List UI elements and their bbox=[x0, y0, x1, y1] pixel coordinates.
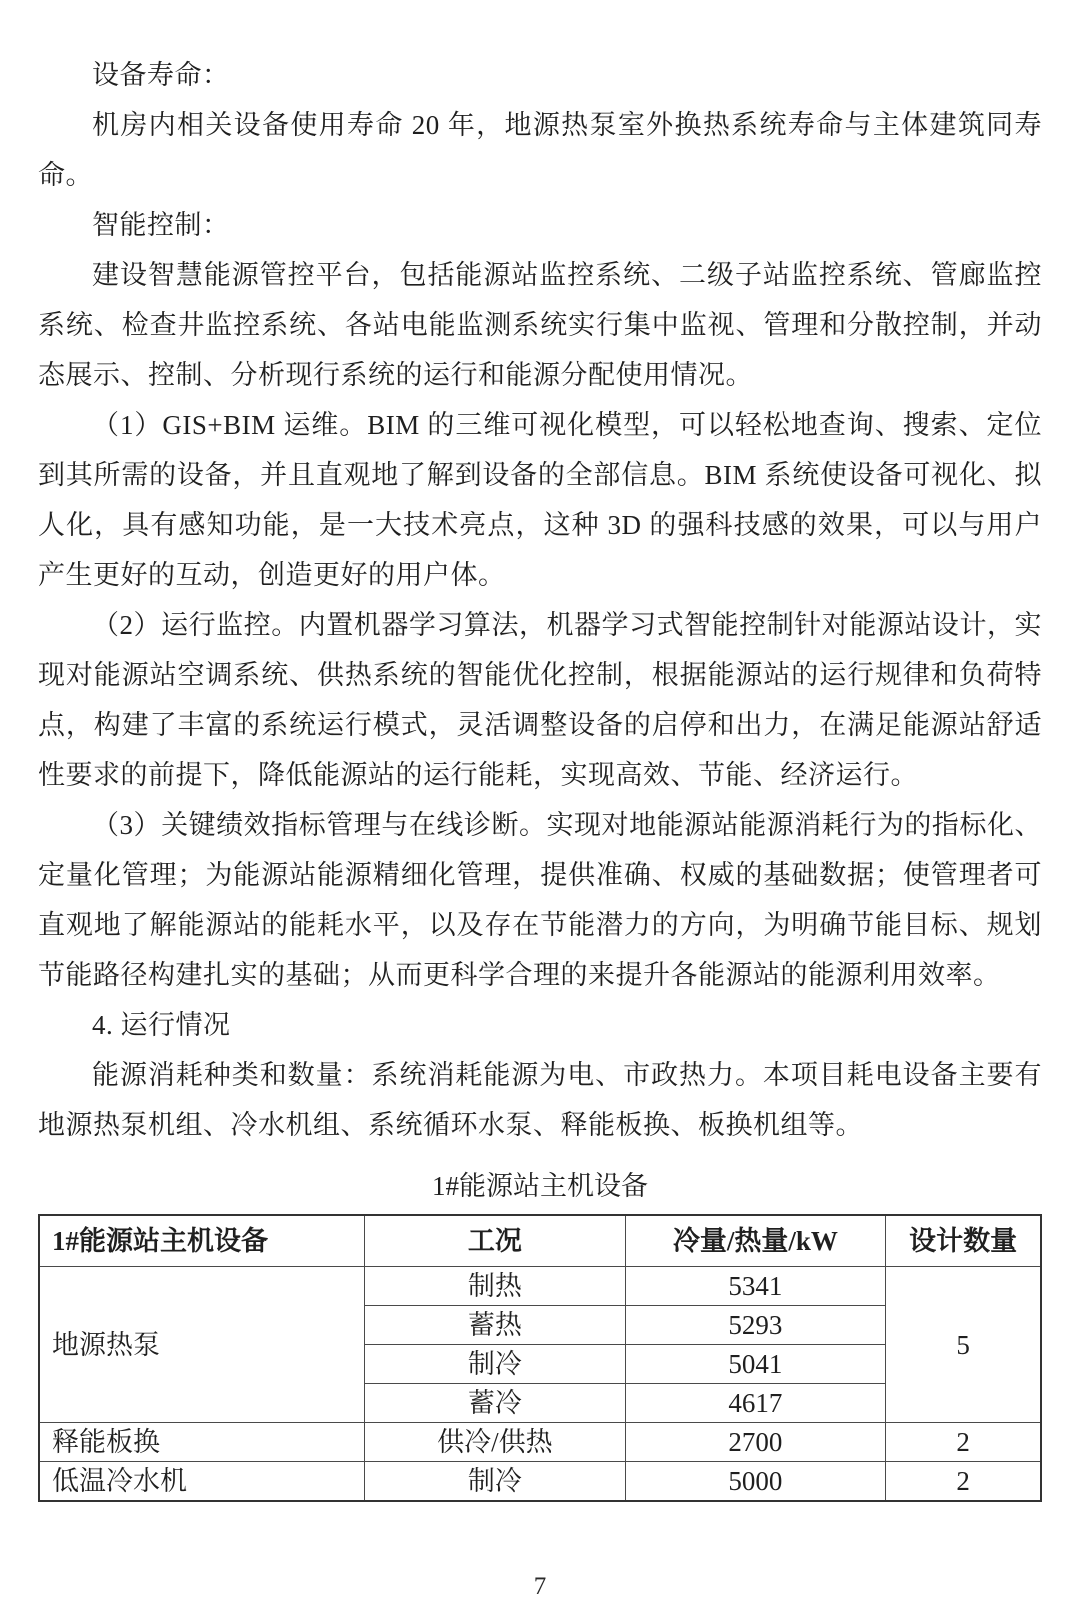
table-cell-mode: 蓄冷 bbox=[365, 1384, 626, 1423]
table-row bbox=[39, 1267, 1041, 1306]
body-text bbox=[38, 50, 1042, 1150]
paragraph-equipment-life: 机房内相关设备使用寿命 20 年，地源热泵室外换热系统寿命与主体建筑同寿命。 bbox=[38, 110, 1042, 190]
table-cell-mode: 制冷 bbox=[365, 1345, 626, 1384]
table-cell-mode: 制冷 bbox=[365, 1462, 626, 1502]
paragraph-smart-control-label: 智能控制： bbox=[92, 210, 230, 240]
table-header-qty: 设计数量 bbox=[886, 1215, 1041, 1267]
table-cell-capacity: 5000 bbox=[625, 1462, 886, 1502]
paragraph-kpi-diagnosis: （3）关键绩效指标管理与在线诊断。实现对地能源站能源消耗行为的指标化、定量化管理；为能源站能源精细化管理，提供准确、权威的基础数据；使管理者可直观地了解能源站的能耗水平，以及存在节能潜力的方向，为明确节能目标、规划节能路径构建扎实的基础；从而更科学合理的来提升各能源站的能源利用效率。 bbox=[38, 810, 1042, 990]
table-cell-device: 释能板换 bbox=[39, 1423, 365, 1462]
table-cell-mode: 蓄热 bbox=[365, 1306, 626, 1345]
page-number: 7 bbox=[533, 1573, 547, 1600]
table-cell-capacity: 4617 bbox=[625, 1384, 886, 1423]
table-header-mode: 工况 bbox=[365, 1215, 626, 1267]
table-header-capacity: 冷量/热量/kW bbox=[625, 1215, 886, 1267]
table-row bbox=[39, 1462, 1041, 1502]
table-cell-capacity: 5041 bbox=[625, 1345, 886, 1384]
table-cell-capacity: 2700 bbox=[625, 1423, 886, 1462]
paragraph-gis-bim: （1）GIS+BIM 运维。BIM 的三维可视化模型，可以轻松地查询、搜索、定位到其所需的设备，并且直观地了解到设备的全部信息。BIM 系统使设备可视化、拟人化，具有感知功能，是一大技术亮点，这种 3D 的强科技感的效果，可以与用户产生更好的互动，创造更好的用户体。 bbox=[38, 410, 1042, 590]
paragraph-equipment-life-label: 设备寿命： bbox=[92, 60, 230, 90]
table-header-device: 1#能源站主机设备 bbox=[39, 1215, 365, 1267]
table-cell-device: 地源热泵 bbox=[39, 1267, 365, 1423]
table-header-row bbox=[39, 1215, 1041, 1267]
table-cell-qty: 2 bbox=[886, 1423, 1041, 1462]
table-caption: 1#能源站主机设备 bbox=[432, 1171, 648, 1201]
section-heading-operation: 4. 运行情况 bbox=[92, 1010, 231, 1040]
table-cell-capacity: 5293 bbox=[625, 1306, 886, 1345]
paragraph-operation-monitoring: （2）运行监控。内置机器学习算法，机器学习式智能控制针对能源站设计，实现对能源站空调系统、供热系统的智能优化控制，根据能源站的运行规律和负荷特点，构建了丰富的系统运行模式，灵活调整设备的启停和出力，在满足能源站舒适性要求的前提下，降低能源站的运行能耗，实现高效、节能、经济运行。 bbox=[38, 610, 1042, 790]
table-cell-capacity: 5341 bbox=[625, 1267, 886, 1306]
table-cell-qty: 2 bbox=[886, 1462, 1041, 1502]
table-cell-mode: 制热 bbox=[365, 1267, 626, 1306]
table-cell-device: 低温冷水机 bbox=[39, 1462, 365, 1502]
table-cell-mode: 供冷/供热 bbox=[365, 1423, 626, 1462]
table-row bbox=[39, 1423, 1041, 1462]
table-cell-qty: 5 bbox=[886, 1267, 1041, 1423]
equipment-table bbox=[38, 1214, 1042, 1502]
paragraph-smart-platform: 建设智慧能源管控平台，包括能源站监控系统、二级子站监控系统、管廊监控系统、检查井监控系统、各站电能监测系统实行集中监视、管理和分散控制，并动态展示、控制、分析现行系统的运行和能源分配使用情况。 bbox=[38, 260, 1042, 390]
paragraph-energy-consumption: 能源消耗种类和数量：系统消耗能源为电、市政热力。本项目耗电设备主要有地源热泵机组、冷水机组、系统循环水泵、释能板换、板换机组等。 bbox=[38, 1060, 1042, 1140]
